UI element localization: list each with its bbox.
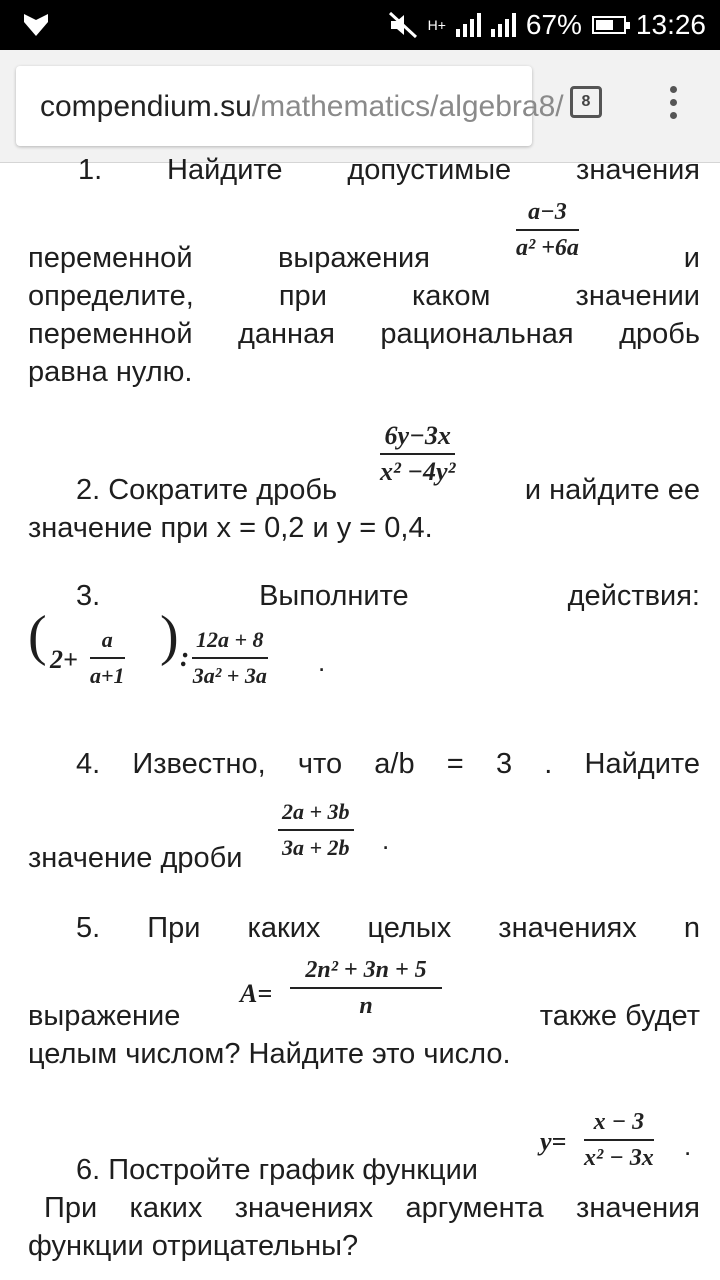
period: . xyxy=(382,825,390,855)
fraction-denominator: 3a + 2b xyxy=(282,835,350,860)
fraction-numerator: a−3 xyxy=(516,195,579,231)
problem-4-line: значение дроби xyxy=(28,842,243,874)
problem-5-line: 5. При каких целых значениях n xyxy=(76,912,700,944)
tab-switcher-button[interactable]: 8 xyxy=(570,86,602,118)
colon: : xyxy=(180,642,190,673)
problem-1-line: переменной данная рациональная дробь xyxy=(28,318,700,350)
battery-fill xyxy=(596,20,613,30)
text: выражения xyxy=(278,242,430,274)
right-fraction xyxy=(192,623,268,693)
problem-3-line: 3. Выполните действия: xyxy=(76,580,700,612)
fraction-numerator: 12a + 8 xyxy=(192,623,268,659)
problem-4-line: 4. Известно, что a/b = 3 . Найдите xyxy=(76,748,700,780)
url-path: /mathematics/algebra8/ xyxy=(251,90,564,123)
battery-icon xyxy=(592,16,626,34)
problem-6-line: 6. Постройте график функции xyxy=(76,1154,478,1186)
expression-lhs: y= xyxy=(540,1127,567,1156)
network-type: H+ xyxy=(427,17,446,33)
inner-fraction xyxy=(90,623,125,693)
text: и xyxy=(683,242,700,274)
browser-toolbar xyxy=(0,50,720,163)
problem-1-line: равна нулю. xyxy=(28,356,193,388)
fraction-numerator: x − 3 xyxy=(584,1105,654,1141)
fraction-denominator: x² −4y² xyxy=(380,457,456,486)
fraction-denominator: a+1 xyxy=(90,663,125,688)
problem-6-line: функции отрицательны? xyxy=(28,1230,359,1262)
text: 2+ xyxy=(50,645,78,674)
text: переменной xyxy=(28,242,193,274)
clock: 13:26 xyxy=(635,9,706,40)
problem-5-line: целым числом? Найдите это число. xyxy=(28,1038,511,1070)
url-host: compendium.su xyxy=(40,90,252,123)
url-text xyxy=(40,90,564,124)
status-bar xyxy=(0,0,720,50)
fraction-denominator: 3a² + 3a xyxy=(192,663,267,688)
url-bar[interactable] xyxy=(16,66,564,146)
signal-icon xyxy=(491,13,516,37)
battery-percent: 67% xyxy=(525,9,582,40)
problem-2-line: значение при x = 0,2 и y = 0,4. xyxy=(28,512,433,544)
problem-6-fraction xyxy=(584,1105,654,1175)
text: выражение xyxy=(28,1000,181,1032)
paren: ( xyxy=(28,605,47,667)
fraction-numerator: 2a + 3b xyxy=(278,795,354,831)
period: . xyxy=(684,1131,692,1161)
problem-1-line: определите, при каком значении xyxy=(28,280,700,312)
problem-2-fraction xyxy=(380,419,455,489)
fraction-numerator: 6y−3x xyxy=(380,419,455,455)
notification-icon xyxy=(22,10,50,40)
problem-1-line: 1. Найдите допустимые значения xyxy=(78,154,700,186)
overflow-menu-button[interactable] xyxy=(662,86,684,126)
problem-5-line xyxy=(28,997,700,1035)
fraction-denominator: x² − 3x xyxy=(584,1145,654,1171)
text: 2. Сократите дробь xyxy=(76,474,338,506)
text: и найдите ее xyxy=(524,474,700,506)
problem-1-line xyxy=(28,239,700,277)
menu-dot xyxy=(670,86,677,93)
fraction-denominator: n xyxy=(359,993,373,1019)
period: . xyxy=(318,647,326,677)
mute-icon xyxy=(388,11,418,39)
fraction-numerator: a xyxy=(90,623,125,659)
fraction-denominator: a² +6a xyxy=(516,235,579,261)
menu-dot xyxy=(670,112,677,119)
fraction-numerator: 2n² + 3n + 5 xyxy=(290,953,442,989)
text: также будет xyxy=(539,1000,700,1032)
paren: ) xyxy=(160,605,179,667)
problem-3-expression xyxy=(28,605,328,701)
menu-dot xyxy=(670,99,677,106)
expression-lhs: A= xyxy=(240,979,273,1008)
problem-6-line: При каких значениях аргумента значения xyxy=(44,1192,700,1224)
page-content xyxy=(0,154,720,1280)
signal-icon xyxy=(456,13,481,37)
